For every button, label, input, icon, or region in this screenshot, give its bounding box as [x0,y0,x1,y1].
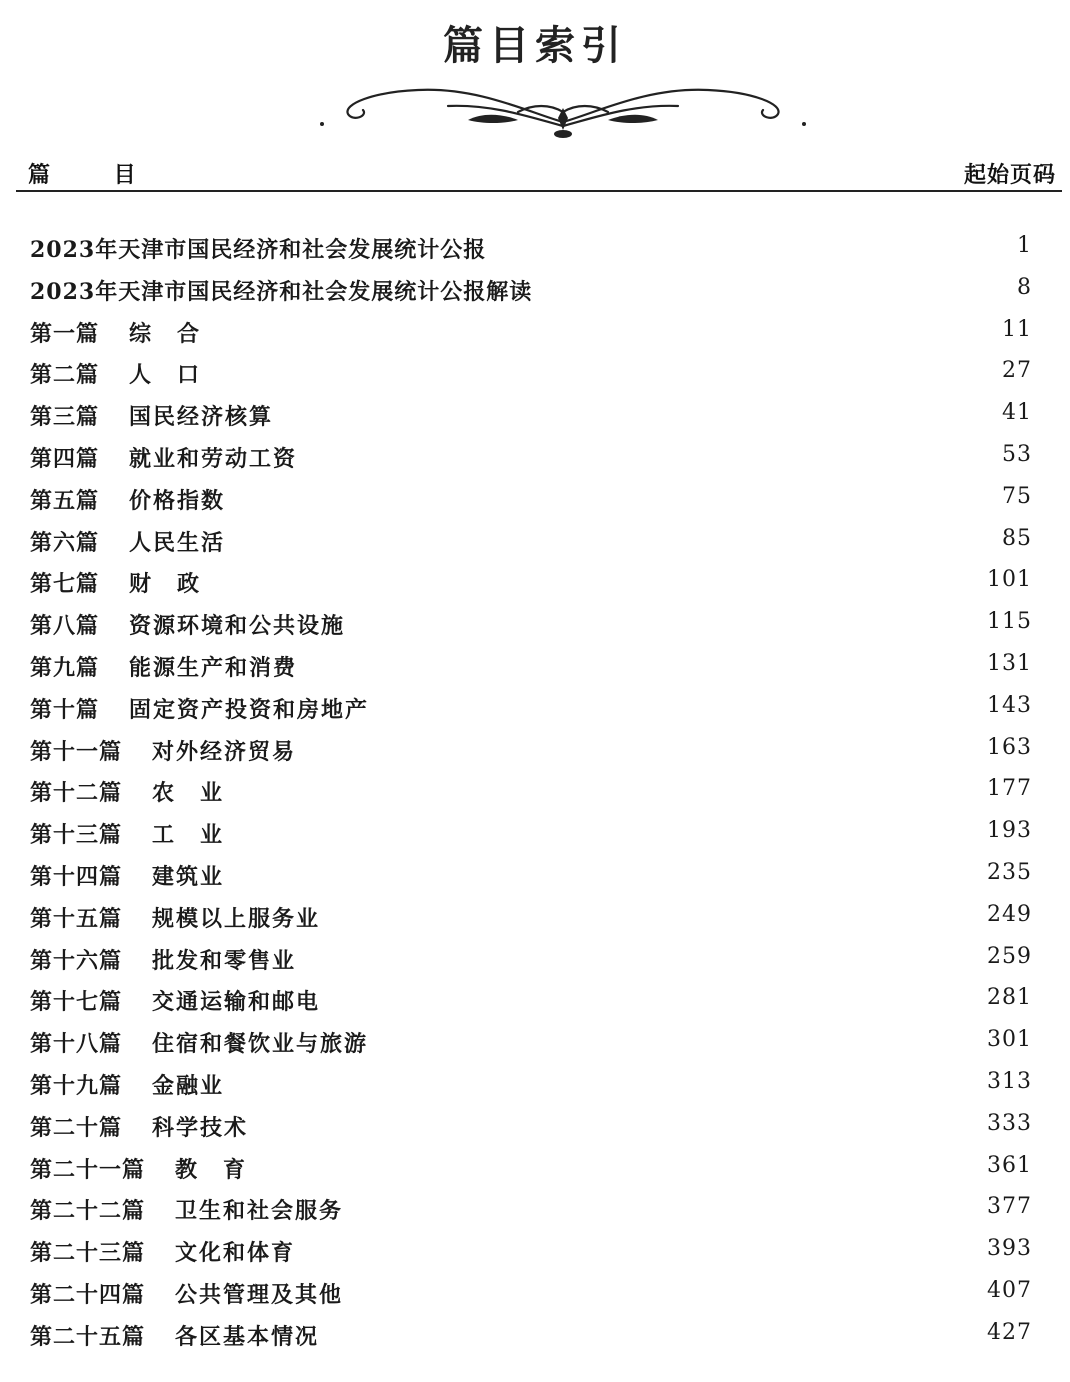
toc-entry-page-number: 301 [987,1027,1032,1053]
toc-entry-number: 第十一篇 [30,738,123,765]
header-divider [16,190,1062,192]
toc-entry-page-number: 1 [1017,233,1032,258]
toc-entry-title: 2023年天津市国民经济和社会发展统计公报解读 [30,278,533,305]
toc-entry[interactable] [30,1069,1032,1111]
toc-entry-page-number: 193 [987,818,1032,844]
toc-entry-page-number: 393 [987,1236,1032,1262]
toc-entry-number: 第十六篇 [30,947,123,974]
toc-entry[interactable] [30,944,1032,986]
toc-entry-number: 第二十一篇 [30,1156,146,1183]
toc-entry-title: 金融业 [152,1072,225,1099]
toc-entry-title: 农 业 [152,780,225,807]
toc-entry[interactable] [30,902,1032,944]
toc-entry-page-number: 313 [987,1068,1032,1094]
toc-entry[interactable] [30,609,1032,651]
toc-entry-page-number: 75 [1002,483,1032,509]
page-column-header: 起始页码 [963,163,1056,188]
toc-entry-title: 建筑业 [152,863,225,890]
toc-entry-page-number: 11 [1002,316,1032,342]
toc-entry-page-number: 249 [987,901,1032,927]
toc-entry[interactable] [30,1027,1032,1069]
toc-entry-title: 公共管理及其他 [175,1281,344,1308]
toc-entry-number: 第二十四篇 [30,1281,146,1308]
page-title: 篇目索引 [443,22,627,69]
toc-entry[interactable] [30,442,1032,484]
toc-entry-number: 第九篇 [30,654,100,681]
toc-entry-number: 第三篇 [30,404,100,431]
toc-entry-number: 第十七篇 [30,989,123,1016]
toc-entry-title: 工 业 [152,822,225,849]
toc-entry-title: 财 政 [129,571,202,598]
toc-entry-number: 第四篇 [30,445,100,472]
toc-entry-title: 对外经济贸易 [152,738,297,765]
toc-entry-number: 第十五篇 [30,905,123,932]
toc-entry-page-number: 377 [987,1194,1032,1220]
toc-entry-page-number: 85 [1002,525,1032,551]
toc-entry[interactable] [30,484,1032,526]
toc-entry-number: 第十篇 [30,696,100,723]
toc-entry[interactable] [30,1194,1032,1236]
toc-entry-page-number: 177 [987,776,1032,802]
toc-entry-title: 人民生活 [129,529,226,556]
toc-entry-number: 第六篇 [30,529,100,556]
toc-entry-title: 就业和劳动工资 [129,445,298,472]
toc-entry-title: 人 口 [129,362,202,389]
toc-entry[interactable] [30,818,1032,860]
toc-entry[interactable] [30,1153,1032,1195]
toc-entry[interactable] [30,358,1032,400]
toc-entry[interactable] [30,400,1032,442]
toc-entry-number: 第十八篇 [30,1031,123,1058]
toc-entry[interactable] [30,985,1032,1027]
toc-entry-title: 能源生产和消费 [129,654,298,681]
toc-entry-number: 第二十二篇 [30,1198,146,1225]
toc-entry-number: 第二篇 [30,362,100,389]
toc-entry-page-number: 101 [987,567,1032,593]
toc-entry-number: 第十四篇 [30,863,123,890]
toc-entry-page-number: 361 [987,1152,1032,1178]
toc-entry-title: 2023年天津市国民经济和社会发展统计公报 [30,237,487,263]
toc-entry-page-number: 143 [987,692,1032,718]
toc-entry[interactable] [30,526,1032,568]
toc-entry-title: 国民经济核算 [129,404,274,431]
toc-entry-page-number: 333 [987,1110,1032,1136]
toc-entry[interactable] [30,651,1032,693]
toc-entry-page-number: 131 [987,650,1032,676]
toc-entry-title: 固定资产投资和房地产 [129,696,370,723]
toc-entry-number: 第二十三篇 [30,1240,146,1267]
toc-entry-title: 住宿和餐饮业与旅游 [152,1031,369,1058]
toc-entry-number: 第七篇 [30,571,100,598]
toc-entry-page-number: 115 [987,609,1032,635]
toc-entry[interactable] [30,233,1032,275]
toc-entry-number: 第十三篇 [30,822,123,849]
toc-entry-page-number: 235 [987,859,1032,885]
toc-entry-page-number: 281 [987,985,1032,1011]
toc-entry-number: 第十九篇 [30,1072,123,1099]
toc-entry[interactable] [30,275,1032,317]
toc-entry-title: 交通运输和邮电 [152,989,321,1016]
toc-entry[interactable] [30,693,1032,735]
toc-entry-page-number: 427 [987,1319,1032,1345]
toc-entry-page-number: 53 [1002,441,1032,467]
toc-entry-page-number: 163 [987,734,1032,760]
toc-list [30,233,1032,1362]
toc-entry[interactable] [30,1320,1032,1362]
toc-entry-title: 教 育 [175,1156,248,1183]
toc-entry[interactable] [30,860,1032,902]
toc-entry-page-number: 41 [1002,400,1032,426]
toc-entry-number: 第十二篇 [30,780,123,807]
toc-entry[interactable] [30,776,1032,818]
toc-entry[interactable] [30,1111,1032,1153]
toc-entry[interactable] [30,735,1032,777]
toc-entry-title: 价格指数 [129,487,226,514]
toc-entry-page-number: 27 [1002,358,1032,384]
section-column-header: 篇 目 [28,163,164,188]
toc-entry-title: 文化和体育 [175,1240,296,1267]
toc-entry-number: 第二十篇 [30,1114,123,1141]
table-header [28,156,1060,190]
toc-entry-number: 第五篇 [30,487,100,514]
toc-entry-title: 资源环境和公共设施 [129,613,346,640]
toc-entry-page-number: 407 [987,1277,1032,1303]
toc-entry-title: 科学技术 [152,1114,249,1141]
toc-entry-number: 第二十五篇 [30,1323,146,1350]
toc-entry[interactable] [30,567,1032,609]
decorative-flourish-icon [318,82,808,142]
toc-entry-title: 规模以上服务业 [152,905,321,932]
toc-entry[interactable] [30,1278,1032,1320]
toc-entry-page-number: 8 [1017,274,1032,300]
toc-entry-number: 第一篇 [30,320,100,347]
toc-entry-title: 综 合 [129,320,202,347]
toc-entry-page-number: 259 [987,943,1032,969]
toc-entry-title: 卫生和社会服务 [175,1198,344,1225]
toc-entry-title: 各区基本情况 [175,1323,320,1350]
toc-entry-title: 批发和零售业 [152,947,297,974]
toc-entry[interactable] [30,1236,1032,1278]
toc-entry-number: 第八篇 [30,613,100,640]
toc-entry[interactable] [30,317,1032,359]
